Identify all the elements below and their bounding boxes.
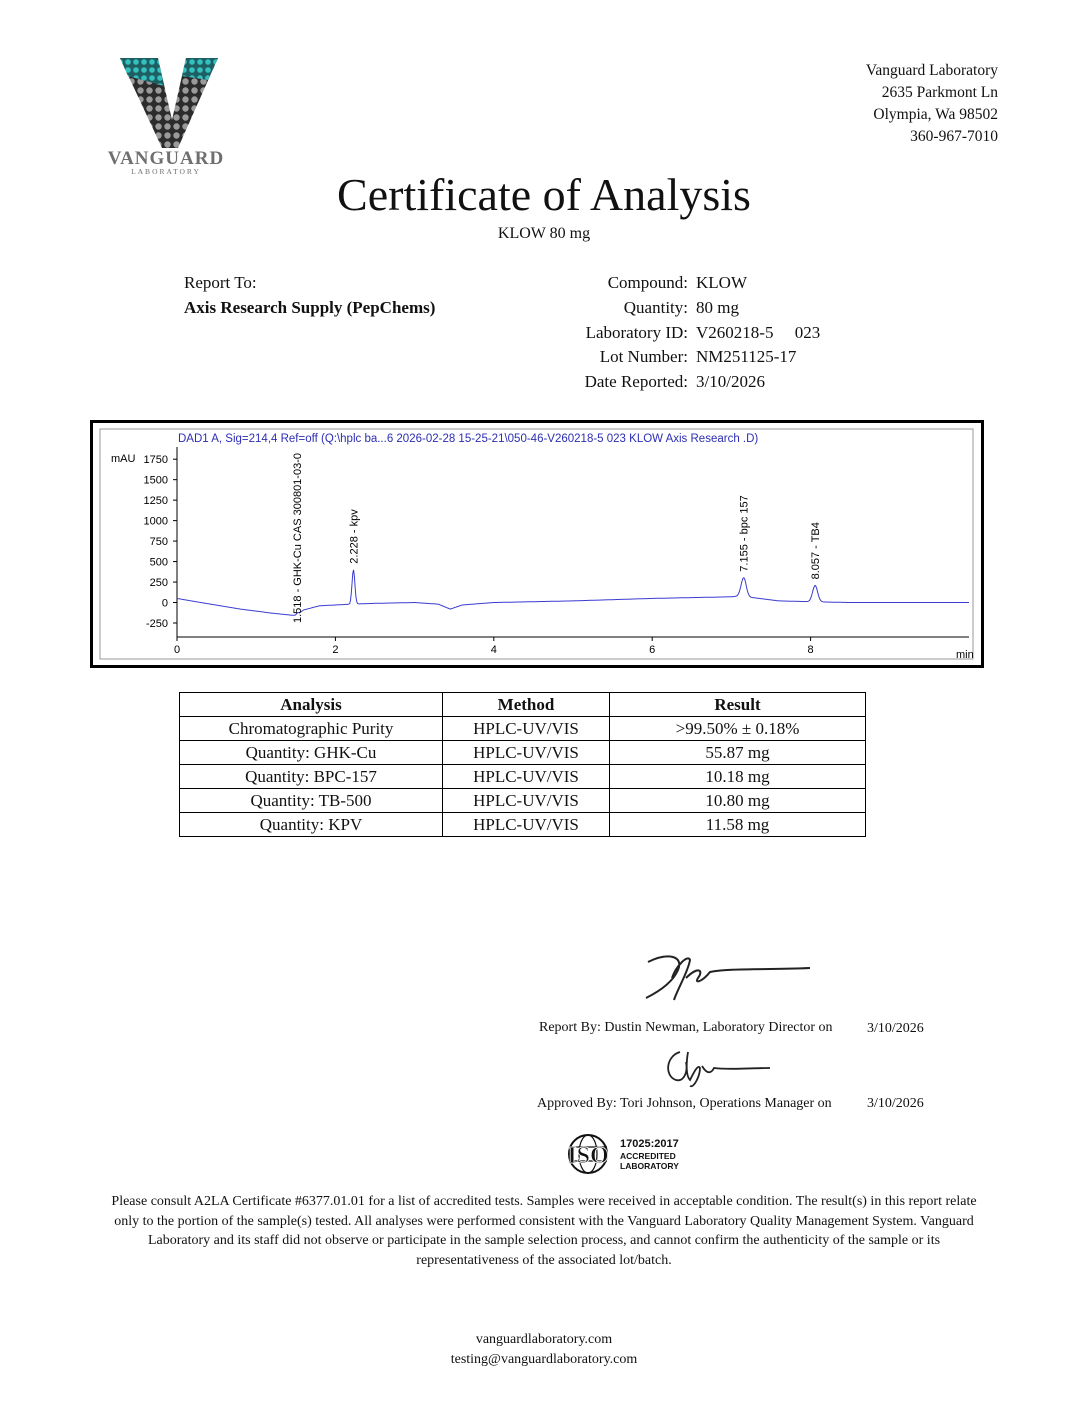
page-subtitle: KLOW 80 mg [497, 225, 591, 242]
result-cell: 55.87 mg [610, 741, 866, 765]
analysis-cell: Quantity: GHK-Cu [180, 741, 443, 765]
quantity-value: 80 mg [696, 298, 739, 317]
result-cell: 11.58 mg [610, 813, 866, 837]
y-tick-label: 1250 [143, 495, 168, 508]
laboratory-id-label: Laboratory ID: [585, 323, 688, 342]
analysis-cell: Chromatographic Purity [180, 717, 443, 741]
analysis-cell: Quantity: KPV [180, 813, 443, 837]
y-tick-label: 0 [161, 597, 168, 610]
y-axis-label: mAU [111, 453, 136, 465]
column-header-result: Result [610, 693, 866, 717]
laboratory-id-value: V260218-5 023 [696, 323, 821, 342]
footer [0, 1330, 1088, 1370]
quantity-label: Quantity: [623, 298, 688, 317]
date-reported-value: 3/10/2026 [696, 372, 765, 391]
chart-frame [100, 429, 973, 659]
lab-phone: 360-967-7010 [910, 128, 998, 145]
peak-label: 2.228 - kpv [348, 509, 361, 564]
lot-number-label: Lot Number: [599, 347, 688, 366]
y-tick-label: 500 [149, 556, 168, 569]
result-cell: 10.18 mg [610, 765, 866, 789]
logo-wordmark: VANGUARD [107, 148, 225, 169]
method-cell: HPLC-UV/VIS [443, 789, 610, 813]
x-tick-label: 4 [490, 644, 497, 656]
date-reported-label: Date Reported: [584, 372, 688, 391]
method-cell: HPLC-UV/VIS [443, 765, 610, 789]
results-table [179, 692, 866, 837]
column-header-analysis: Analysis [180, 693, 443, 717]
peak-label: 1.518 - GHK-Cu CAS 300801-03-0 [292, 453, 305, 623]
x-tick-label: 6 [649, 644, 656, 656]
peak-label: 8.057 - TB4 [810, 522, 823, 580]
report-by-text: Report By: Dustin Newman, Laboratory Director on [539, 1020, 833, 1035]
report-by-date: 3/10/2026 [867, 1021, 924, 1036]
y-tick-label: 1000 [143, 515, 168, 528]
peak-label: 7.155 - bpc 157 [738, 495, 751, 572]
chromatogram [90, 420, 984, 668]
disclaimer: Please consult A2LA Certificate #6377.01.01 for a list of accredited tests. Samples were received in acceptable condition. The result(s) in this report relate only to the portion of the sample(s) tested. All analyses were performed consistent with the Vanguard Laboratory Quality Management System. Vanguard Laboratory and its staff did not observe or participate in the sample selection process, and cannot confirm the authenticity of the sample or its representativeness of the associated lot/batch. [111, 1194, 977, 1268]
iso-standard: 17025:2017 [620, 1138, 679, 1150]
table-header-row [180, 693, 866, 717]
y-tick-label: 750 [149, 536, 168, 549]
table-row [180, 765, 866, 789]
page-title: Certificate of Analysis [337, 169, 751, 220]
iso-accredited: ACCREDITED [620, 1151, 676, 1161]
lab-logo [100, 50, 240, 180]
compound-label: Compound: [607, 273, 688, 292]
iso-accreditation-badge [566, 1132, 696, 1176]
method-cell: HPLC-UV/VIS [443, 717, 610, 741]
logo-subtext: LABORATORY [131, 167, 201, 176]
y-tick-label: 250 [149, 577, 168, 590]
compound-value: KLOW [696, 273, 747, 292]
x-tick-label: 2 [332, 644, 339, 656]
lab-name: Vanguard Laboratory [865, 62, 998, 79]
y-tick-label: 1500 [143, 474, 168, 487]
signature-tori-johnson [660, 1042, 780, 1097]
x-tick-label: 8 [807, 644, 814, 656]
result-cell: >99.50% ± 0.18% [610, 717, 866, 741]
chromatogram-svg [93, 423, 981, 665]
table-row [180, 741, 866, 765]
footer-website: vanguardlaboratory.com [475, 1332, 613, 1347]
x-axis-label: min [956, 649, 974, 661]
method-cell: HPLC-UV/VIS [443, 741, 610, 765]
analysis-cell: Quantity: BPC-157 [180, 765, 443, 789]
y-tick-label: 1750 [143, 454, 168, 467]
x-tick-label: 0 [173, 644, 181, 656]
lab-address-line1: 2635 Parkmont Ln [881, 84, 998, 101]
table-row [180, 789, 866, 813]
table-row [180, 813, 866, 837]
lab-address [866, 60, 998, 148]
approved-by-date: 3/10/2026 [867, 1096, 924, 1111]
report-to-name: Axis Research Supply (PepChems) [184, 298, 436, 317]
table-row [180, 717, 866, 741]
method-cell: HPLC-UV/VIS [443, 813, 610, 837]
footer-email: testing@vanguardlaboratory.com [450, 1352, 638, 1367]
signature-dustin-newman [638, 948, 818, 1013]
lot-number-value: NM251125-17 [696, 347, 797, 366]
column-header-method: Method [443, 693, 610, 717]
lab-address-line2: Olympia, Wa 98502 [873, 106, 998, 123]
iso-laboratory: LABORATORY [620, 1161, 679, 1171]
analysis-cell: Quantity: TB-500 [180, 789, 443, 813]
y-tick-label: -250 [145, 618, 168, 630]
report-to-label: Report To: [184, 273, 257, 292]
chart-title: DAD1 A, Sig=214,4 Ref=off (Q:\hplc ba...6 2026-02-28 15-25-21\050-46-V260218-5 023 KLOW Axis Research .D) [178, 433, 759, 445]
result-cell: 10.80 mg [610, 789, 866, 813]
approved-by-text: Approved By: Tori Johnson, Operations Manager on [537, 1096, 832, 1111]
iso-text: ISO [567, 1143, 609, 1169]
